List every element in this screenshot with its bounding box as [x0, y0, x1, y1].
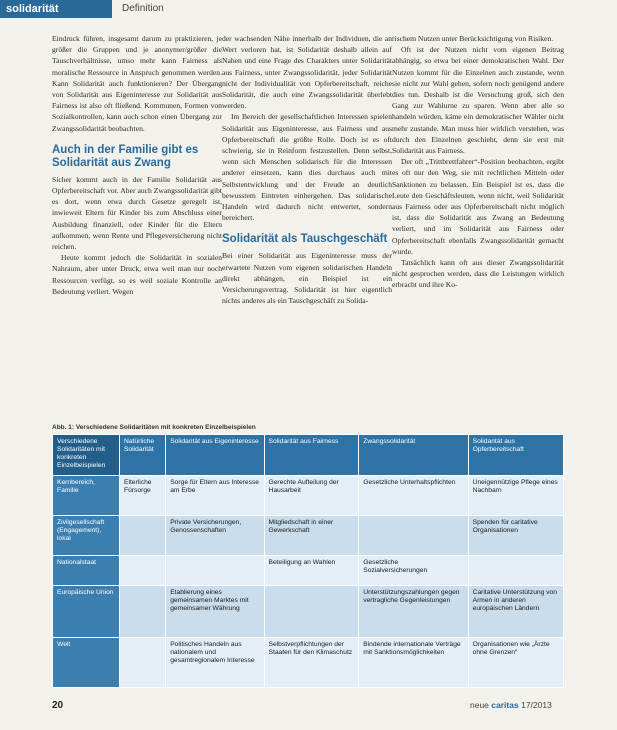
table-cell: Bindende internationale Verträge mit Sanktionsmöglichkeiten: [359, 638, 468, 688]
table-cell: Etablierung eines gemeinsamen Marktes mit gemeinsamer Währung: [166, 586, 264, 638]
paragraph: der wachsenden Nähe innerhalb der Individuen, die an Wert verloren hat, ist Solidarität deshalb allein auf Nahen und eine Frage des Charakters unter Solidarität aus Fairness, unter Zwangssolidarität, jeder Solidarität nicht der Individualität von Opferbereitschaft, reiche Solidarität, die auch eine Zwangssolidarität überlebt werden.: [222, 34, 392, 111]
table-cell: [120, 638, 166, 688]
paragraph: Tatsächlich kann oft aus dieser Zwangssolidarität nicht gesprochen werden, dass die Leistungen wirklich erbracht und ihre Ko-: [392, 258, 564, 290]
table-header-cell: Natürliche Solidarität: [120, 435, 166, 476]
section-tag: solidarität: [0, 0, 112, 18]
solidarity-table: [52, 434, 564, 688]
table-header-cell: Solidarität aus Fairness: [264, 435, 359, 476]
magazine-prefix: neue: [470, 700, 489, 710]
paragraph: rischem Nutzen unter Berücksichtigung von Risiken.: [392, 34, 554, 43]
magazine-issue: 17/2013: [521, 700, 552, 710]
table-row: [53, 556, 564, 586]
table-row: [53, 586, 564, 638]
table-header-row: [53, 435, 564, 476]
table-header-cell: Verschiedene Solidaritäten mit konkreten Einzelbeispielen: [53, 435, 120, 476]
table-cell: Gerechte Aufteilung der Hausarbeit: [264, 476, 359, 516]
table-cell: [120, 586, 166, 638]
table-cell: Beteiligung an Wahlen: [264, 556, 359, 586]
table-cell: [359, 516, 468, 556]
section-label: Definition: [122, 3, 164, 14]
text-column-1: [52, 33, 222, 297]
table-header-cell: Zwangssolidarität: [359, 435, 468, 476]
table-cell: Sorge für Eltern aus Interesse am Erbe: [166, 476, 264, 516]
paragraph: Bei einer Solidarität aus Eigeninteresse muss der erwartete Nutzen vom eigenen solidarischen Handeln direkt abhängen, ein Beispiel ist ein Versicherungsvertrag. Solidarität ist hier eigentlich nichts anderes als ein Tauschgeschäft zu Solida-: [222, 251, 392, 306]
table-cell: [264, 586, 359, 638]
table-cell: Caritative Unterstützung von Armen in anderen europäischen Ländern: [468, 586, 563, 638]
table-header-cell: Solidarität aus Opferbereitschaft: [468, 435, 563, 476]
magazine-footer: [470, 700, 552, 710]
table-cell: Gesetzliche Unterhaltspflichten: [359, 476, 468, 516]
table-cell: Organisationen wie „Ärzte ohne Grenzen“: [468, 638, 563, 688]
table-cell: Selbstverpflichtungen der Staaten für den Klimaschutz: [264, 638, 359, 688]
subheading: Auch in der Familie gibt es Solidarität aus Zwang: [52, 143, 199, 169]
row-header-cell: Welt: [53, 638, 120, 688]
table-caption: Abb. 1: Verschiedene Solidaritäten mit konkreten Einzelbeispielen: [52, 424, 256, 431]
table-cell: Gesetzliche Sozialversicherungen: [359, 556, 468, 586]
table-header-cell: Solidarität aus Eigeninteresse: [166, 435, 264, 476]
table-cell: Private Versicherungen, Genossenschaften: [166, 516, 264, 556]
magazine-name: caritas: [491, 700, 519, 710]
paragraph: Oft ist der Nutzen nicht vom eigenen Beitrag abhängig, so etwa bei einer demokratischen Wahl. Der Nutzen kommt für die Einzelnen auch zustande, wenn sie nicht zur Wahl gehen, sofern noch genügend andere dies tun. Deshalb ist die Versuchung groß, sich den Gang zur Wahlurne zu sparen. Wenn aber alle so handeln würden, käme ein demokratischer Wähler nicht mehr zustande. Man muss hier wirklich verstehen, was durch den Einzelnen geschieht, denn sie erst mit Solidarität aus Fairness.: [392, 45, 564, 156]
row-header-cell: Europäische Union: [53, 586, 120, 638]
page-header: [0, 0, 617, 20]
row-header-cell: Zivilgesellschaft (Engagement), lokal: [53, 516, 120, 556]
table-cell: [120, 516, 166, 556]
text-column-2: [222, 33, 392, 306]
table-cell: Politisches Handeln aus nationalem und gesamtregionalem Interesse: [166, 638, 264, 688]
text-column-3: [392, 33, 564, 291]
row-header-cell: Kernbereich, Familie: [53, 476, 120, 516]
paragraph: Der oft „Trittbrettfahrer“-Position beobachten, ergibt es oft nur den Weg, sie mit rechtlichen Mitteln oder Sanktionen zu belassen. Ein Beispiel ist es, dass die Leute den Geschäftsleuten, wenn nicht, weil Solidarität aus Fairness oder aus Opferbereitschaft nicht möglich ist, dass die Solidarität aus Zwang an Bedeutung verliert, und im Solidarität aus Fairness oder Opferbereitschaft ebenfalls Zwangssolidarität gemacht wurde.: [392, 157, 564, 256]
table-row: [53, 476, 564, 516]
table-cell: Uneigennützige Pflege eines Nachbarn: [468, 476, 563, 516]
table-cell: [166, 556, 264, 586]
table-row: [53, 516, 564, 556]
table-row: [53, 638, 564, 688]
paragraph: Im Bereich der gesellschaftlichen Interessen spielen Solidarität aus Eigeninteresse, aus Fairness und aus Opferbereitschaft die größte Rolle. Doch ist es oft schwierig, sie in Reinform festzustellen. Denn selbst, wenn sich Menschen solidarisch für die Interessen anderer einsetzen, kann dies durchaus auch mit Selbstentwicklung und der Freude an deutlich bewusstem Eintreten einhergehen. Das solidarische Handeln wird dadurch nicht entwertet, sondern bereichert.: [222, 112, 392, 223]
paragraph: Sicher kommt auch in der Familie Solidarität aus Opferbereitschaft vor. Aber auch Zwangssolidarität gibt es dort, wenn etwa durch Gesetze geregelt ist, inwieweit Eltern für Kinder bis zum Abschluss einer Ausbildung finanziell, oder Kinder für die Eltern aufkommen, wenn Rente und Pflegeversicherung nicht reichen.: [52, 174, 222, 252]
table-cell: [120, 556, 166, 586]
paragraph: Eindruck führen, insgesamt darum zu praktizieren, je größer die Gruppen und je anonymer/größer die Tauschverhältnisse, umso mehr kann Fairness als moralische Ressource in Anspruch genommen werden. Kann Solidarität auch funktionieren? Der Übergang von Solidarität aus Eigeninteresse zur Solidarität aus Fairness ist also oft fließend. Kommunen, Formen von Sozialkontrollen, kann auch schon einen Übergang zur Zwangssolidarität beobachten.: [52, 34, 222, 133]
page-number: 20: [52, 700, 64, 711]
table-cell: Spenden für caritative Organisationen: [468, 516, 563, 556]
row-header-cell: Nationalstaat: [53, 556, 120, 586]
table-cell: Mitgliedschaft in einer Gewerkschaft: [264, 516, 359, 556]
table-cell: Elterliche Fürsorge: [120, 476, 166, 516]
table-cell: [468, 556, 563, 586]
subheading: Solidarität als Tauschgeschäft: [222, 233, 388, 246]
paragraph: Heute kommt jedoch die Solidarität in sozialen Nahraum, aber unter Druck, etwa weil man nur noch Ressourcen verfügt, so es weil soziale Kontrolle an Bedeutung verliert. Wegen: [52, 253, 222, 296]
table-cell: Unterstützungszahlungen gegen vertragliche Gegenleistungen: [359, 586, 468, 638]
